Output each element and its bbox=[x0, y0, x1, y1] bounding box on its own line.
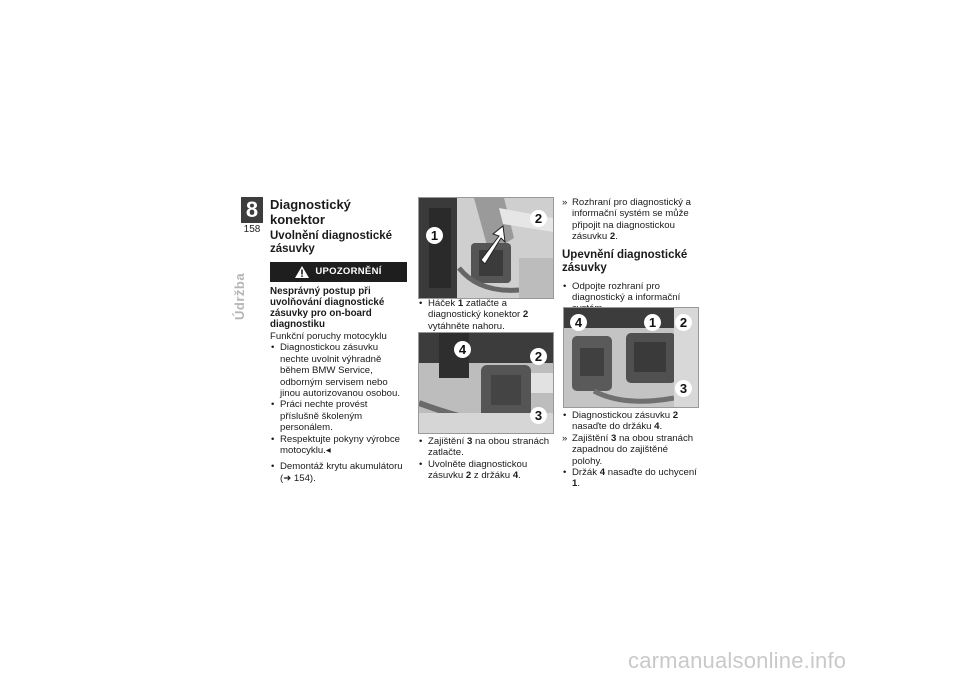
warning-label: UPOZORNĚNÍ bbox=[315, 266, 382, 278]
figure-connector-holder bbox=[418, 332, 554, 434]
page-number: 158 bbox=[243, 224, 261, 235]
subsection-title: Uvolnění diagnostické zásuvky bbox=[270, 230, 393, 255]
column-2 bbox=[418, 298, 554, 332]
column-3 bbox=[562, 197, 700, 315]
warning-icon bbox=[295, 266, 309, 278]
chapter-side-label: Údržba bbox=[232, 272, 247, 320]
section-title: Diagnostický konektor bbox=[270, 197, 351, 227]
callout-2: 2 bbox=[675, 314, 692, 331]
step-item: • Demontáž krytu akumulátoru (➜ 154). bbox=[270, 461, 407, 484]
warning-bullet: • Diagnostickou zásuvku nechte uvolnit výhradně během BMW Service, odborným servisem nebo jinou autorizovanou osobou. bbox=[270, 342, 407, 399]
step-item: • Odpojte rozhraní pro diagnostický a informační bbox=[562, 281, 700, 315]
step-item: • Zajištění 3 na obou stranách zatlačte. bbox=[418, 436, 554, 459]
result-item: » Rozhraní pro diagnostický a informační systém se může připojit na diagnostickou zásuvku 2. bbox=[562, 197, 700, 243]
warning-text: Funkční poruchy motocyklu bbox=[270, 331, 387, 342]
step-item: • Držák 4 nasaďte do uchycení 1. bbox=[562, 467, 700, 490]
callout-3: 3 bbox=[675, 380, 692, 397]
warning-bullet: • Práci nechte provést příslušně školeným personálem. bbox=[270, 399, 407, 433]
step-item: • Diagnostickou zásuvku 2 nasaďte do držáku 4. bbox=[562, 410, 700, 433]
warning-heading: Nesprávný postup při uvolňování diagnostické zásuvky pro on-board diagnostiku bbox=[270, 286, 385, 330]
step-item: • Uvolněte diagnostickou zásuvku 2 z držáku 4. bbox=[418, 459, 554, 482]
subsection-title: Upevnění diagnostické zásuvky bbox=[562, 248, 688, 274]
callout-2: 2 bbox=[530, 210, 547, 227]
warning-bullet: • Respektujte pokyny výrobce motocyklu.◂ bbox=[270, 434, 407, 457]
warning-banner bbox=[270, 262, 407, 282]
callout-1: 1 bbox=[644, 314, 661, 331]
chapter-number: 8 bbox=[241, 197, 263, 223]
callout-2: 2 bbox=[530, 348, 547, 365]
callout-1: 1 bbox=[426, 227, 443, 244]
callout-4: 4 bbox=[454, 341, 471, 358]
result-item: » Zajištění 3 na obou stranách zapadnou do zajištěné polohy. bbox=[562, 433, 700, 467]
callout-4: 4 bbox=[570, 314, 587, 331]
column-3-lower bbox=[562, 410, 700, 490]
watermark: carmanualsonline.info bbox=[628, 648, 847, 673]
step-item: • Háček 1 zatlačte a diagnostický konektor 2 vytáhněte nahoru. bbox=[418, 298, 554, 332]
figure-connector-release bbox=[418, 197, 554, 299]
column-1 bbox=[270, 197, 407, 484]
figure-connector-mounting bbox=[563, 307, 699, 408]
callout-3: 3 bbox=[530, 407, 547, 424]
column-2-lower bbox=[418, 436, 554, 482]
